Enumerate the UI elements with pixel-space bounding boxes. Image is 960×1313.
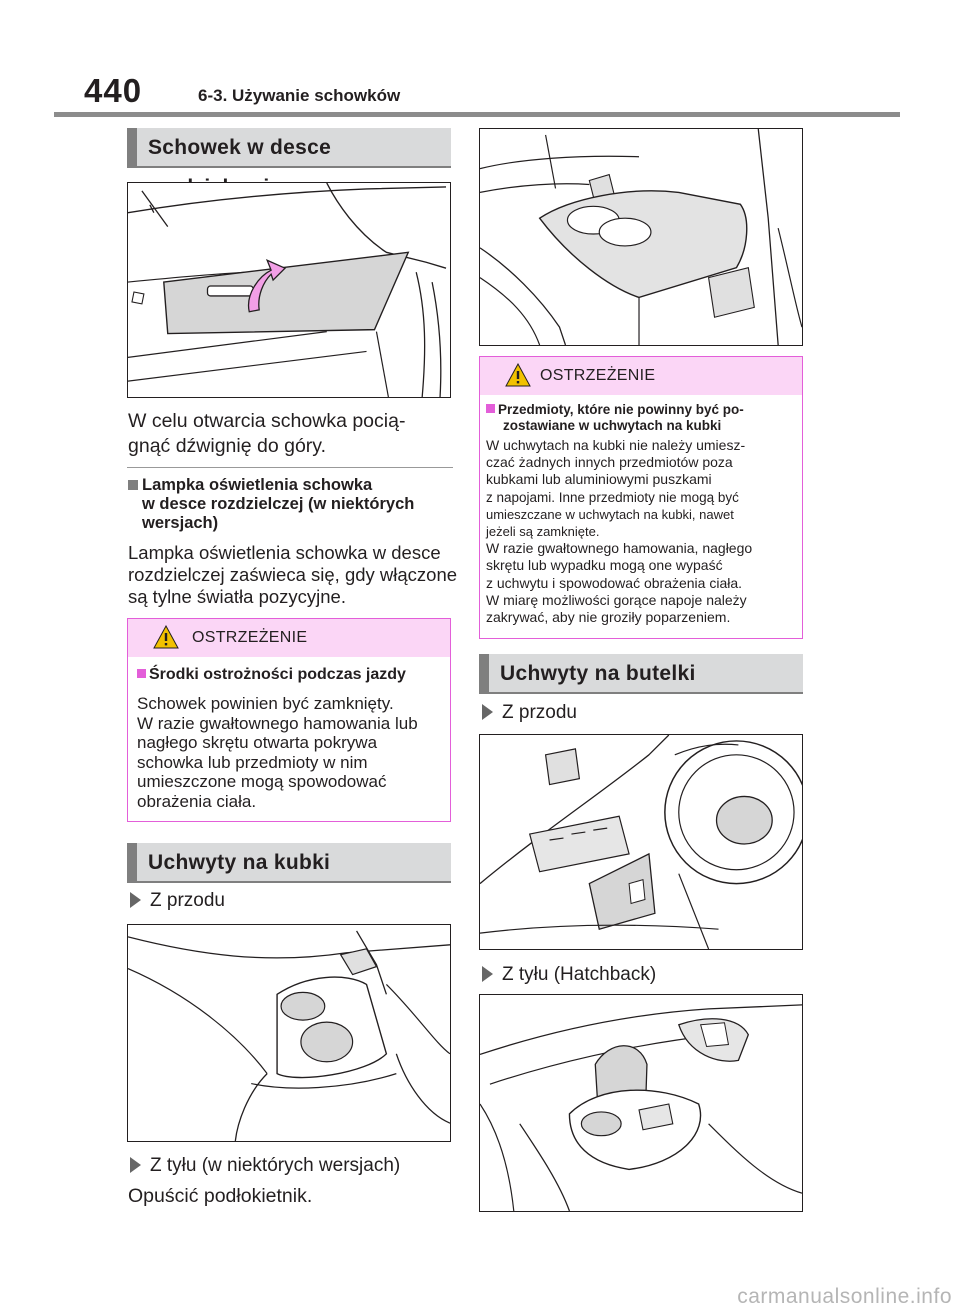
rear-bottleholder-illustration <box>479 994 803 1212</box>
glovebox-instruction <box>128 409 458 459</box>
warning-line: W razie gwałtownego hamowania lub <box>137 713 418 733</box>
bottleholder-front-label <box>482 702 577 724</box>
lamp-text-line: Lampka oświetlenia schowka w desce <box>128 542 441 563</box>
warning-line: W razie gwałtownego hamowania, nagłego <box>486 540 753 557</box>
warning-title: OSTRZEŻENIE <box>540 367 656 384</box>
warning-line: Schowek powinien być zamknięty. <box>137 694 394 713</box>
instruction-line: W celu otwarcia schowka pocią- <box>128 410 406 432</box>
lamp-title-line: wersjach) <box>142 514 219 532</box>
warning-subtitle-text: Środki ostrożności podczas jazdy <box>149 666 406 683</box>
arrow-right-icon <box>482 966 493 982</box>
lamp-title-line: w desce rozdzielczej (w niektórych <box>142 495 415 513</box>
section-underline <box>479 692 803 694</box>
warning-line: czać żadnych innych przedmiotów poza <box>486 454 733 471</box>
page-number: 440 <box>84 72 143 109</box>
lamp-text-line: rozdzielczej zaświeca się, gdy włączone <box>128 564 458 585</box>
section-title-cupholders: Uchwyty na kubki <box>127 843 451 883</box>
warning-header <box>480 357 802 395</box>
section-title-glovebox: Schowek w desce <box>127 128 451 168</box>
divider <box>127 467 453 468</box>
warning-title: OSTRZEŻENIE <box>192 629 308 646</box>
section-underline <box>127 881 451 883</box>
label-text: Z przodu <box>502 702 577 723</box>
warning-box-driving <box>127 618 451 822</box>
warning-box-cupholders <box>479 356 803 639</box>
arrow-right-icon <box>482 704 493 720</box>
warning-line: z uchwytu i spowodować obrażenia ciała. <box>486 574 743 591</box>
cupholder-front-label <box>130 890 225 912</box>
warning-line: jeżeli są zamknięte. <box>486 524 600 540</box>
warning-line: zakrywać, aby nie groziły poparzeniem. <box>486 609 731 626</box>
warning-line: skrętu lub wypadku mogą one wypaść <box>486 557 723 574</box>
warning-subtitle <box>486 402 800 434</box>
header-rule <box>54 112 900 117</box>
cupholder-rear-label <box>130 1155 400 1177</box>
lamp-title-line: Lampka oświetlenia schowka <box>142 476 373 494</box>
warning-line: umieszczone mogą spowodować <box>137 772 387 791</box>
warning-header <box>128 619 450 657</box>
warning-line: W uchwytach na kubki nie należy umiesz- <box>486 437 746 453</box>
instruction-line: gnąć dźwignię do góry. <box>128 435 327 457</box>
label-text: Z tyłu (w niektórych wersjach) <box>150 1155 401 1176</box>
warning-line: z napojami. Inne przedmioty nie mogą być <box>486 489 739 505</box>
lamp-text <box>128 542 458 608</box>
glovebox-illustration <box>127 182 451 398</box>
watermark: carmanualsonline.info <box>737 1285 952 1308</box>
bullet-square-icon <box>137 669 146 678</box>
warning-subtitle-text: Przedmioty, które nie powinny być po- <box>498 402 744 417</box>
warning-line: nagłego skrętu otwarta pokrywa <box>137 733 378 752</box>
bottleholder-rear-label <box>482 964 656 986</box>
front-bottleholder-illustration <box>479 734 803 950</box>
label-text: Z tyłu (Hatchback) <box>502 964 657 985</box>
lamp-subheading <box>128 476 458 533</box>
warning-body <box>486 437 800 626</box>
arrow-right-icon <box>130 892 141 908</box>
warning-triangle-icon <box>505 363 531 387</box>
warning-line: umieszczane w uchwytach na kubki, nawet <box>486 506 734 522</box>
lamp-text-line: są tylne światła pozycyjne. <box>128 586 346 607</box>
arrow-right-icon <box>130 1157 141 1173</box>
bullet-square-icon <box>486 404 495 413</box>
section-title-bottleholders: Uchwyty na butelki <box>479 654 803 694</box>
cupholder-rear-instruction: Opuścić podłokietnik. <box>128 1185 313 1207</box>
warning-line: obrażenia ciała. <box>137 791 257 811</box>
label-text: Z przodu <box>150 890 225 911</box>
running-title: 6-3. Używanie schowków <box>198 86 401 105</box>
warning-line: kubkami lub aluminiowymi puszkami <box>486 471 712 488</box>
warning-body <box>137 694 447 811</box>
warning-subtitle <box>137 666 406 684</box>
front-cupholder-illustration <box>127 924 451 1142</box>
warning-triangle-icon <box>153 625 179 649</box>
rear-armrest-cupholder-illustration <box>479 128 803 346</box>
warning-subtitle-text: zostawiane w uchwytach na kubki <box>503 418 722 433</box>
bullet-square-icon <box>128 480 138 490</box>
warning-line: W miarę możliwości gorące napoje należy <box>486 591 747 608</box>
warning-line: schowka lub przedmioty w nim <box>137 752 368 772</box>
section-underline <box>127 166 451 168</box>
